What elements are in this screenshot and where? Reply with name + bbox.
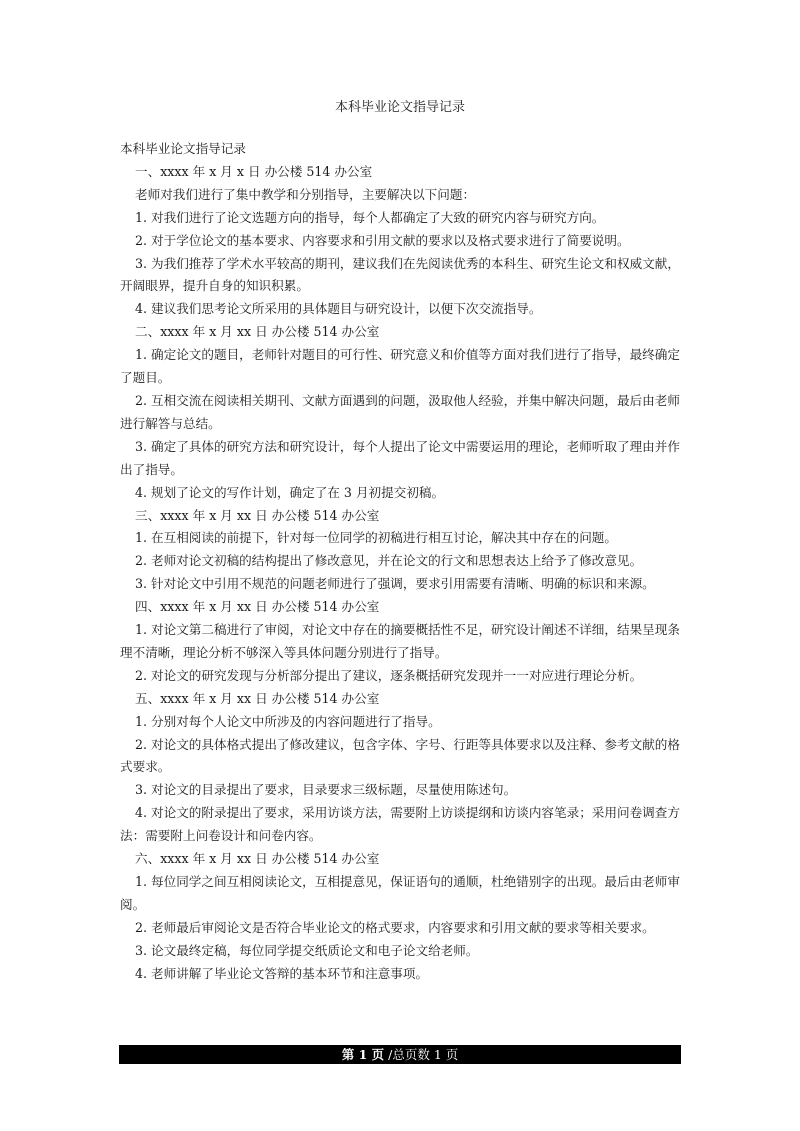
- list-item: 1. 确定论文的题目，老师针对题目的可行性、研究意义和价值等方面对我们进行了指导，最终确定了题目。: [120, 347, 680, 386]
- list-item: 2. 老师对论文初稿的结构提出了修改意见，并在论文的行文和思想表达上给予了修改意见。: [135, 553, 643, 569]
- section-heading-1: 一、xxxx 年 x 月 x 日 办公楼 514 办公室: [135, 163, 373, 179]
- list-item: 1. 对论文第二稿进行了审阅，对论文中存在的摘要概括性不足，研究设计阐述不详细，结果呈现条理不清晰，理论分析不够深入等具体问题分别进行了指导。: [120, 622, 680, 660]
- list-item: 3. 论文最终定稿，每位同学提交纸质论文和电子论文给老师。: [135, 942, 479, 958]
- list-item: 1. 分别对每个人论文中所涉及的内容问题进行了指导。: [135, 713, 441, 729]
- list-item: 2. 老师最后审阅论文是否符合毕业论文的格式要求，内容要求和引用文献的要求等相关要求。: [135, 919, 655, 935]
- total-pages: 总页数 1 页: [392, 1047, 459, 1062]
- list-item: 4. 规划了论文的写作计划，确定了在 3 月初提交初稿。: [135, 484, 445, 500]
- page-separator: /: [384, 1047, 393, 1062]
- section-heading-4: 四、xxxx 年 x 月 xx 日 办公楼 514 办公室: [135, 599, 380, 615]
- list-item: 2. 对论文的研究发现与分析部分提出了建议，逐条概括研究发现并一一对应进行理论分析。: [135, 667, 643, 683]
- list-item: 4. 建议我们思考论文所采用的具体题目与研究设计，以便下次交流指导。: [135, 301, 542, 317]
- page-number: 第 1 页: [341, 1047, 385, 1062]
- section-heading-3: 三、xxxx 年 x 月 xx 日 办公楼 514 办公室: [135, 507, 380, 523]
- list-item: 1. 在互相阅读的前提下，针对每一位同学的初稿进行相互讨论，解决其中存在的问题。: [135, 530, 617, 546]
- list-item: 3. 为我们推荐了学术水平较高的期刊，建议我们在先阅读优秀的本科生、研究生论文和权威文献，开阔眼界，提升自身的知识积累。: [120, 255, 680, 294]
- list-item: 3. 针对论文中引用不规范的问题老师进行了强调，要求引用需要有清晰、明确的标识和来源。: [135, 576, 655, 592]
- list-item: 3. 确定了具体的研究方法和研究设计，每个人提出了论文中需要运用的理论，老师听取了理由并作出了指导。: [120, 438, 680, 477]
- list-item: 3. 对论文的目录提出了要求，目录要求三级标题，尽量使用陈述句。: [135, 782, 517, 798]
- list-item: 1. 每位同学之间互相阅读论文，互相提意见，保证语句的通顺，杜绝错别字的出现。最后由老师审阅。: [120, 874, 680, 912]
- section-heading-2: 二、xxxx 年 x 月 xx 日 办公楼 514 办公室: [135, 324, 380, 340]
- document-body: [120, 138, 685, 986]
- list-item: 2. 对于学位论文的基本要求、内容要求和引用文献的要求以及格式要求进行了简要说明。: [135, 232, 630, 248]
- page-footer: [119, 1045, 681, 1064]
- page-title: 本科毕业论文指导记录: [334, 100, 465, 115]
- section-heading-5: 五、xxxx 年 x 月 xx 日 办公楼 514 办公室: [135, 690, 380, 706]
- paragraph: 老师对我们进行了集中教学和分别指导，主要解决以下问题：: [135, 186, 476, 202]
- list-item: 4. 对论文的附录提出了要求，采用访谈方法，需要附上访谈提纲和访谈内容笔录；采用问卷调查方法：需要附上问卷设计和问卷内容。: [120, 805, 680, 844]
- list-item: 1. 对我们进行了论文选题方向的指导，每个人都确定了大致的研究内容与研究方向。: [135, 209, 605, 225]
- list-item: 2. 互相交流在阅读相关期刊、文献方面遇到的问题，汲取他人经验，并集中解决问题，最后由老师进行解答与总结。: [120, 392, 680, 431]
- list-item: 4. 老师讲解了毕业论文答辩的基本环节和注意事项。: [135, 965, 429, 981]
- list-item: 2. 对论文的具体格式提出了修改建议，包含字体、字号、行距等具体要求以及注释、参考文献的格式要求。: [120, 736, 680, 775]
- document-heading: 本科毕业论文指导记录: [120, 141, 246, 156]
- section-heading-6: 六、xxxx 年 x 月 xx 日 办公楼 514 办公室: [135, 851, 380, 867]
